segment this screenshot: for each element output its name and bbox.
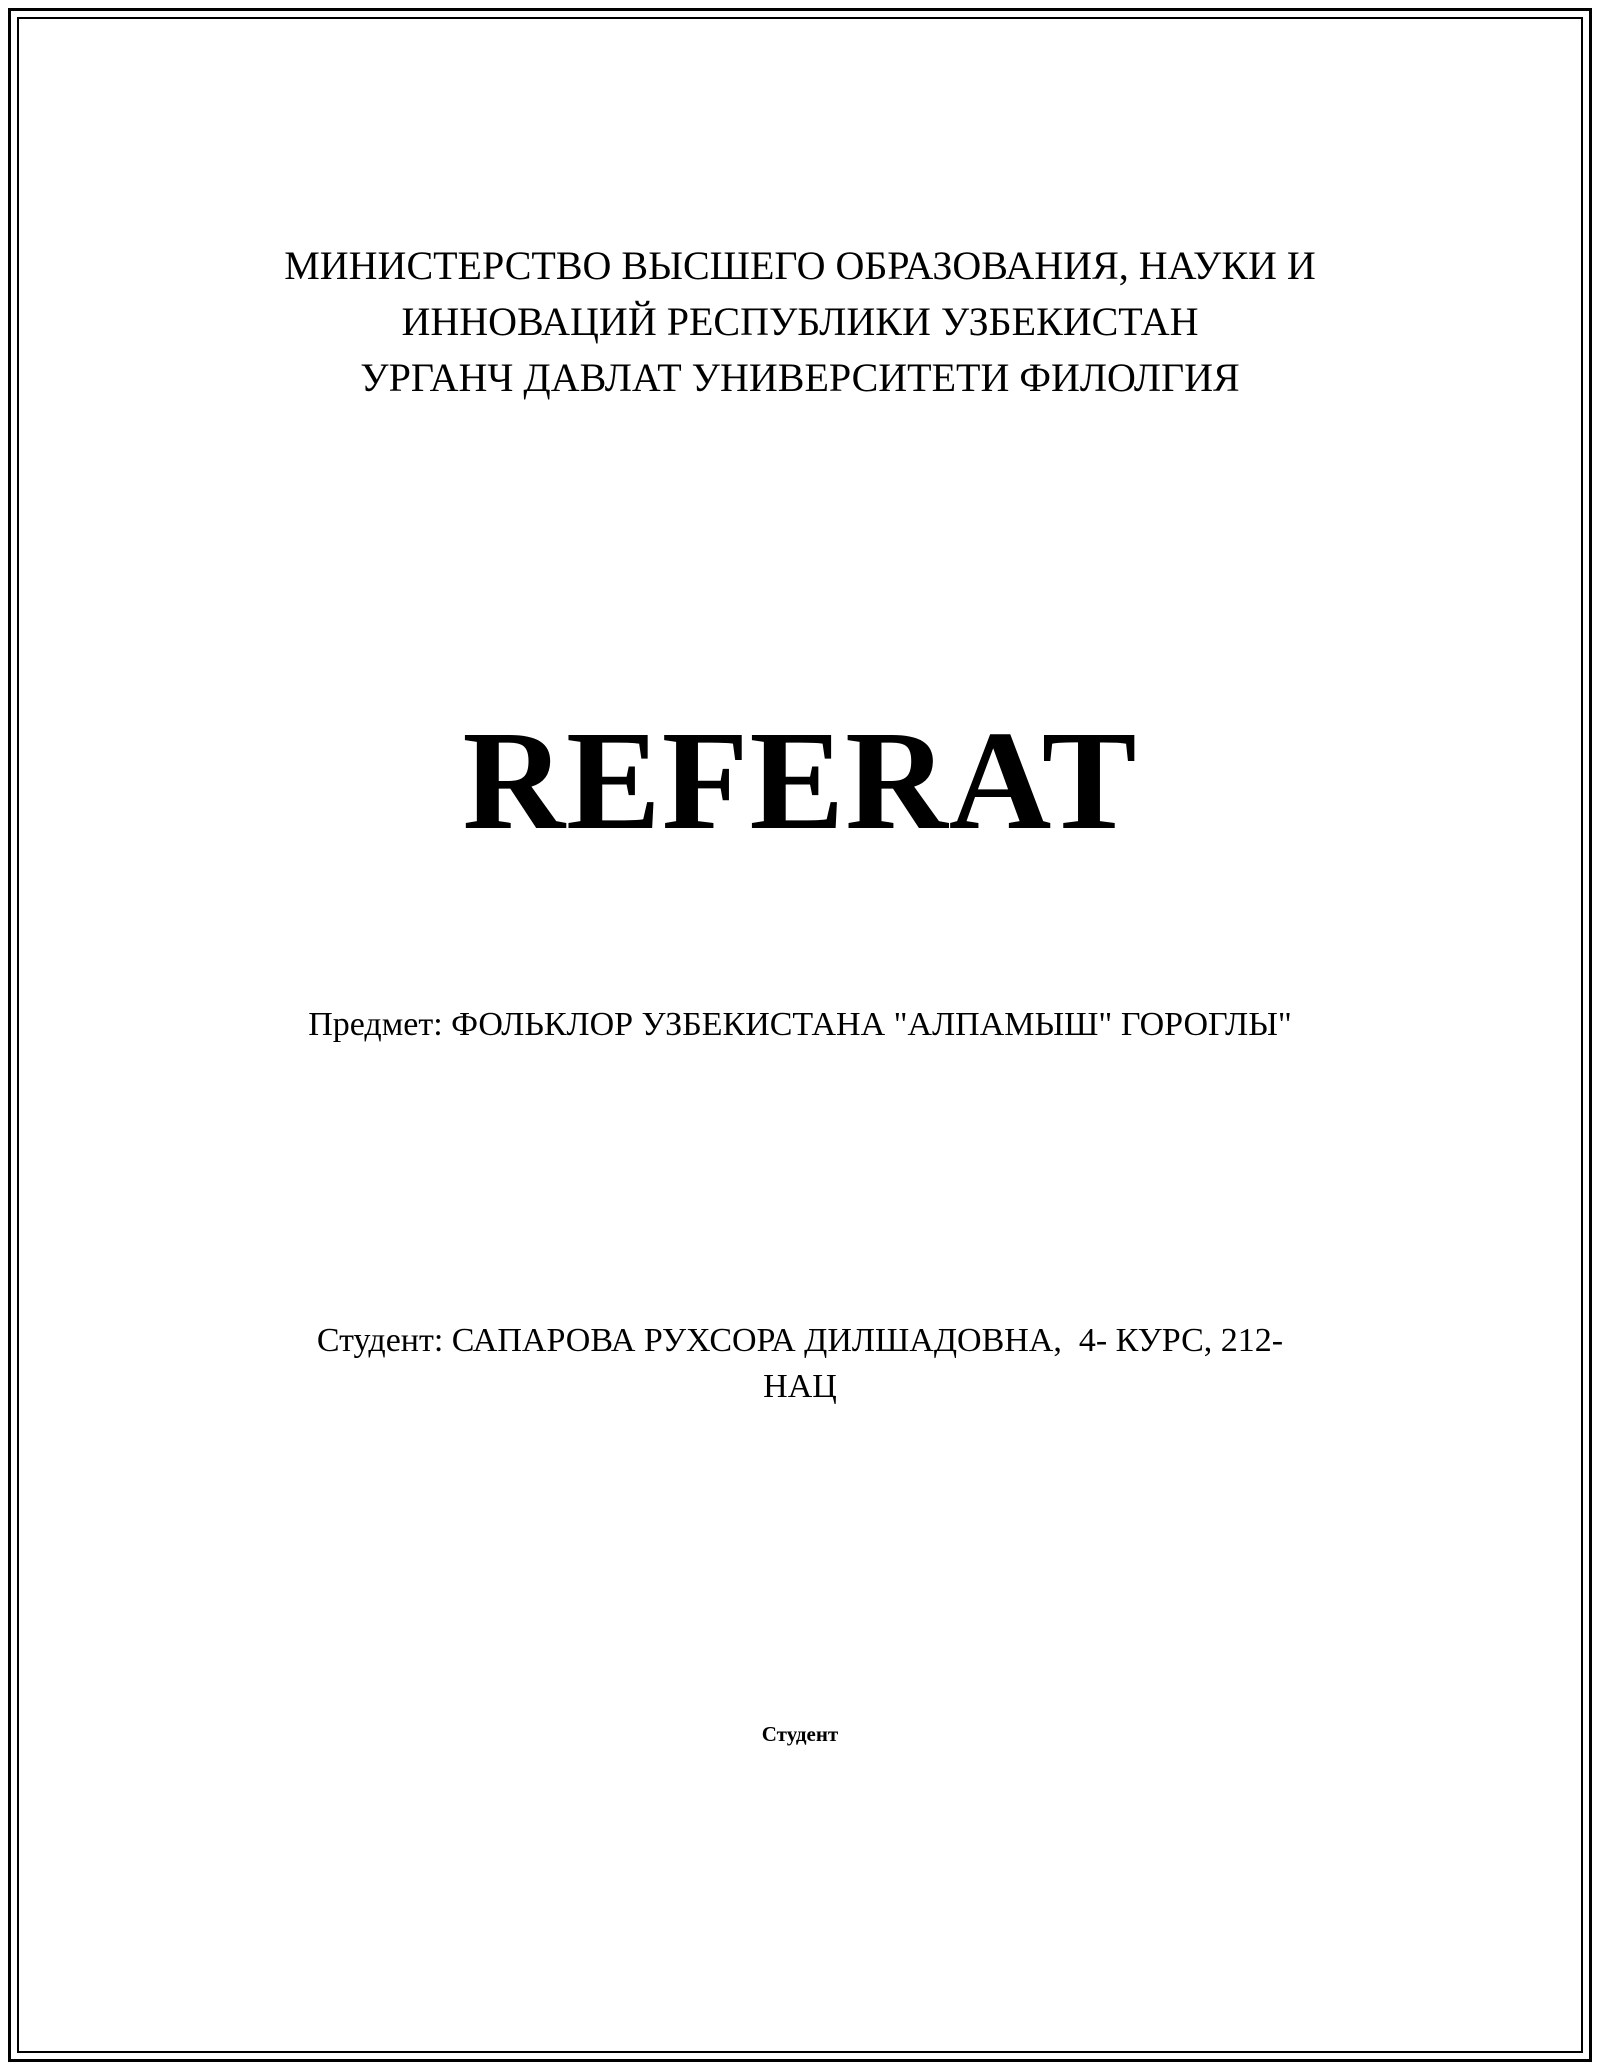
student-footer-label: Студент — [761, 1722, 839, 1746]
document-title: REFERAT — [462, 701, 1138, 859]
institution-line-3: УРГАНЧ ДАВЛАТ УНИВЕРСИТЕТИ ФИЛОЛГИЯ — [360, 355, 1240, 400]
institution-header — [0, 238, 1600, 406]
student-line-2: НАЦ — [763, 1368, 837, 1405]
institution-line-2: ИННОВАЦИЙ РЕСПУБЛИКИ УЗБЕКИСТАН — [401, 299, 1199, 344]
student-info — [260, 1318, 1340, 1410]
subject-line: Предмет: ФОЛЬКЛОР УЗБЕКИСТАНА "АЛПАМЫШ" ГОРОГЛЫ" — [308, 1006, 1292, 1043]
student-line-1: Студент: САПАРОВА РУХСОРА ДИЛШАДОВНА, 4- КУРС, 212- — [316, 1322, 1284, 1359]
institution-line-1: МИНИСТЕРСТВО ВЫСШЕГО ОБРАЗОВАНИЯ, НАУКИ И — [284, 243, 1316, 288]
